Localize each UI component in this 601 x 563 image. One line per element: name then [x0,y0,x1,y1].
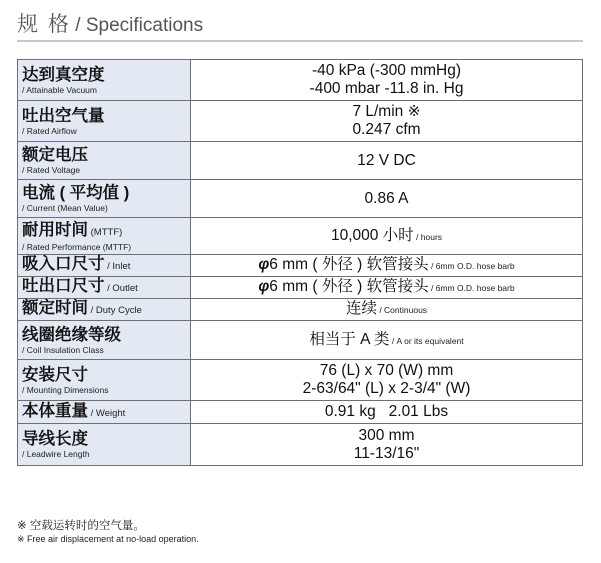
spec-label [18,401,191,424]
spec-value [191,321,583,360]
spec-label [18,255,191,277]
label-en: / Current (Mean Value) [22,203,108,213]
table-row [18,360,583,401]
spec-label [18,218,191,255]
label-cn: 安装尺寸 [22,365,88,384]
spec-label [18,180,191,218]
spec-value [191,401,583,424]
value-line-1: 7 L/min ※ [352,103,421,120]
label-cn: 达到真空度 [22,65,105,84]
label-cn-text: 额定时间 [22,299,88,317]
value-line-1: 0.91 kg 2.01 Lbs [324,403,449,420]
label-en: / Leadwire Length [22,449,90,459]
spec-label [18,424,191,466]
table-row [18,299,583,321]
value-line-2: -400 mbar -11.8 in. Hg [309,80,464,97]
label-cn-text: 吸入口尺寸 [22,255,105,273]
label-en: / Attainable Vacuum [22,84,97,95]
label-en-inline: / Outlet [104,283,138,294]
spec-value [191,360,583,401]
table-row [18,277,583,299]
label-cn: 导线长度 [22,430,88,448]
diameter-symbol: φ [258,278,270,295]
label-cn [22,255,190,276]
label-cn [22,299,190,320]
label-cn-text: 耐用时间 [22,220,88,239]
table-row [18,218,583,255]
label-en-inline: / Weight [88,407,126,419]
table-row [18,101,583,142]
label-cn [22,402,190,423]
label-cn-text: 吐出口尺寸 [22,277,105,295]
spec-value [191,101,583,142]
footnotes [17,519,199,545]
label-cn: 线圈绝缘等级 [22,325,121,344]
value-line-1: 76 (L) x 70 (W) mm [319,362,454,379]
spec-label [18,60,191,101]
diameter-symbol: φ [258,256,270,273]
label-en: / Coil Insulation Class [22,344,104,355]
table-row [18,255,583,277]
spec-label [18,299,191,321]
spec-label [18,321,191,360]
label-cn-suffix: (MTTF) [88,226,123,238]
value-note: / hours [413,231,443,242]
value-note: / A or its equivalent [389,335,464,346]
table-row [18,142,583,180]
table-row [18,424,583,466]
value-line-1: 6 mm ( 外径 ) 软管接头 [269,256,429,273]
spec-value [191,277,583,299]
title-cn: 规 格 [17,13,71,36]
value-line-2: 2-63/64" (L) x 2-3/4" (W) [302,380,471,397]
table-row [18,401,583,424]
specifications-table [17,59,583,466]
label-en: / Rated Voltage [22,165,81,175]
value-line-1: 300 mm [358,426,415,444]
label-en-inline: / Duty Cycle [88,305,142,316]
spec-value [191,424,583,466]
spec-value [191,180,583,218]
table-row [18,321,583,360]
value-line-2: 11-13/16" [353,444,420,462]
footnote-en: ※ Free air displacement at no-load operation. [17,534,199,544]
label-en: / Rated Performance (MTTF) [22,241,132,252]
table-row [18,60,583,101]
label-cn: 吐出空气量 [22,106,105,125]
section-title [17,8,203,38]
title-en: / Specifications [75,15,204,36]
spec-value [191,218,583,255]
spec-label [18,142,191,180]
value-line-1: 相当于 A 类 [309,330,390,348]
value-line-1: -40 kPa (-300 mmHg) [311,62,461,79]
spec-label [18,101,191,142]
value-note: / 6mm O.D. hose barb [428,261,515,271]
label-en: / Mounting Dimensions [22,384,109,395]
spec-value [191,299,583,321]
spec-value [191,60,583,101]
spec-label [18,277,191,299]
spec-value [191,255,583,277]
label-en-inline: / Inlet [104,261,131,272]
value-line-2: 0.247 cfm [352,121,421,138]
spec-value [191,142,583,180]
label-cn-text: 本体重量 [22,401,88,420]
label-cn: 电流 ( 平均值 ) [22,184,130,202]
section-header [17,6,583,42]
value-line-1: 连续 [345,300,377,317]
label-en: / Rated Airflow [22,125,77,136]
value-note: / Continuous [376,305,428,315]
value-line-1: 6 mm ( 外径 ) 软管接头 [269,278,429,295]
value-line-1: 10,000 小时 [330,226,414,244]
label-cn [22,277,190,298]
footnote-cn: ※ 空载运转时的空气量。 [17,520,145,532]
value-note: / 6mm O.D. hose barb [428,283,515,293]
label-cn: 额定电压 [22,146,88,164]
value-line-1: 12 V DC [357,151,416,169]
label-cn [22,221,190,242]
spec-label [18,360,191,401]
table-row [18,180,583,218]
value-line-1: 0.86 A [364,189,409,207]
